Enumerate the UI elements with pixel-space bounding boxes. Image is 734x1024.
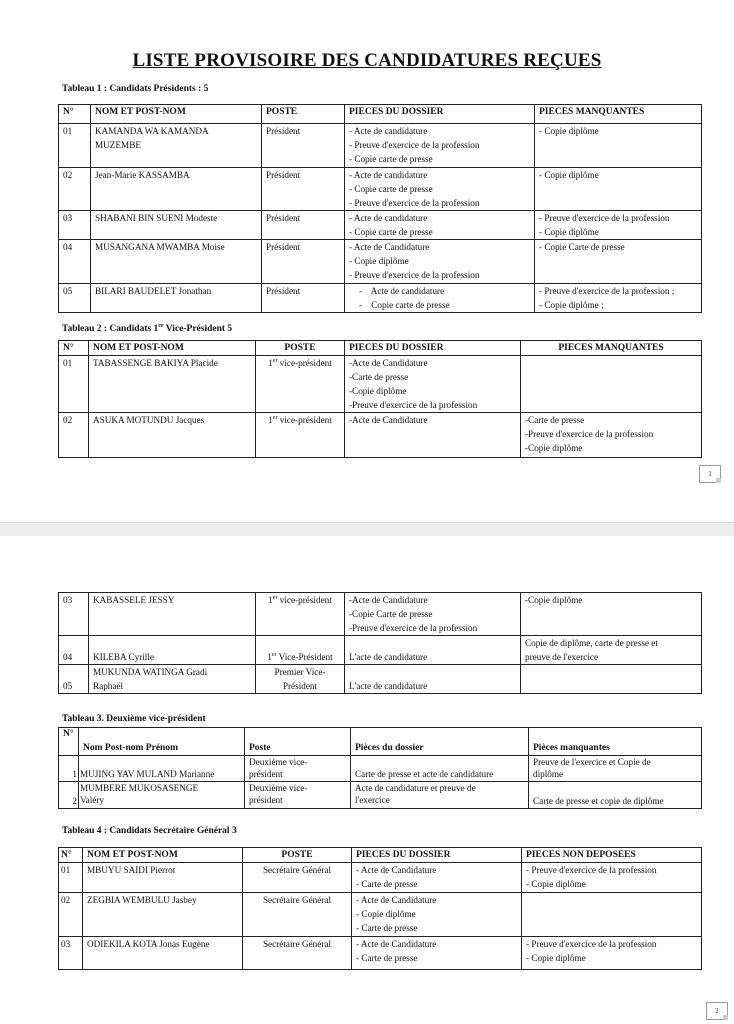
piece-item: - Preuve d'exercice de la profession — [349, 270, 480, 280]
row-pieces — [345, 168, 535, 211]
header-name: NOM ET POST-NOM — [91, 105, 262, 124]
piece-item: -Acte de Candidature — [349, 358, 428, 368]
piece-line: l'exercice — [355, 795, 390, 805]
row-manquantes — [521, 593, 702, 636]
header-num: N° — [59, 341, 89, 356]
row-pieces — [352, 937, 522, 970]
poste-text: vice-président — [277, 415, 332, 425]
row-pieces — [352, 893, 522, 937]
row-poste: Président — [262, 284, 345, 313]
row-manquantes — [529, 756, 702, 782]
row-manquantes — [535, 284, 702, 313]
row-pieces — [345, 284, 535, 313]
row-num: 05 — [59, 284, 91, 313]
header-non-deposees: PIECES NON DEPOSEES — [522, 848, 702, 863]
row-num: 04 — [59, 636, 89, 665]
row-non-deposees — [522, 937, 702, 970]
row-manquantes — [521, 636, 702, 665]
piece-item: - Acte de candidature — [359, 286, 445, 296]
table-header-row — [59, 728, 702, 756]
poste-superscript: er — [272, 594, 278, 601]
document-page-2 — [0, 536, 734, 1024]
missing-item: -Copie diplôme — [525, 443, 583, 453]
table-row — [59, 168, 702, 211]
piece-item: - Copie diplôme — [356, 909, 416, 919]
name-line: MUMBERE MUKOSASENGE — [80, 783, 199, 793]
row-name: TABASSENGE BAKIYA Placide — [89, 356, 256, 413]
row-poste — [256, 636, 345, 665]
row-poste: Secrétaire Général — [243, 863, 352, 893]
missing-item: -Copie diplôme — [525, 595, 583, 605]
name-line: KAMANDA WA KAMANDA — [95, 126, 209, 136]
piece-item: -Copie Carte de presse — [349, 609, 433, 619]
header-pieces: PIECES DU DOSSIER — [345, 105, 535, 124]
poste-text: 1 — [268, 595, 273, 605]
row-num: 03 — [59, 593, 89, 636]
document-title: LISTE PROVISOIRE DES CANDIDATURES REÇUES — [132, 50, 602, 71]
table-first-vice-presidents-part2 — [58, 592, 702, 694]
piece-item: -Acte de Candidature — [349, 595, 428, 605]
table-row — [59, 211, 702, 240]
row-num: 05 — [59, 665, 89, 694]
row-pieces — [345, 593, 521, 636]
row-poste — [256, 593, 345, 636]
table-row — [59, 665, 702, 694]
table-row — [59, 240, 702, 284]
header-num: N° — [59, 728, 79, 756]
missing-item: - Copie Carte de presse — [539, 242, 625, 252]
row-manquantes — [521, 356, 702, 413]
row-poste: Président — [262, 240, 345, 284]
poste-superscript: er — [272, 357, 278, 364]
header-pieces: PIECES DU DOSSIER — [352, 848, 522, 863]
row-manquantes — [535, 124, 702, 168]
poste-line: Deuxième vice- — [249, 757, 308, 767]
missing-item: - Preuve d'exercice de la profession — [539, 213, 670, 223]
header-poste: POSTE — [256, 341, 345, 356]
missing-item: preuve de l'exercice — [525, 652, 599, 662]
poste-text: vice-président — [277, 358, 332, 368]
missing-item: -Carte de presse — [525, 415, 585, 425]
missing-item: -Preuve d'exercice de la profession — [525, 429, 654, 439]
row-pieces — [345, 211, 535, 240]
row-manquantes — [535, 211, 702, 240]
row-name: ASUKA MOTUNDU Jacques — [89, 413, 256, 458]
piece-item: - Acte de candidature — [349, 126, 428, 136]
table-first-vice-presidents-part1 — [58, 340, 702, 458]
row-num: 03 — [59, 211, 91, 240]
piece-item: - Acte de Candidature — [356, 939, 437, 949]
table-4-caption: Tableau 4 : Candidats Secrétaire Général 3 — [62, 826, 237, 836]
row-name: MUSANGANA MWAMBA Moise — [91, 240, 262, 284]
piece-item: - Acte de Candidature — [349, 242, 430, 252]
row-manquantes: Carte de presse et copie de diplôme — [529, 782, 702, 809]
poste-text: vice-président — [277, 595, 332, 605]
header-pieces: Pièces du dossier — [351, 728, 529, 756]
row-num: 1 — [59, 756, 79, 782]
piece-line: Acte de candidature et preuve de — [355, 783, 476, 793]
piece-item: -Preuve d'exercice de la profession — [349, 623, 478, 633]
table-row — [59, 284, 702, 313]
header-name: NOM ET POST-NOM — [83, 848, 243, 863]
name-line: MUZEMBE — [95, 140, 141, 150]
poste-text: 1 — [268, 358, 273, 368]
missing-item: - Preuve d'exercice de la profession ; — [539, 286, 675, 296]
table-1-caption: Tableau 1 : Candidats Présidents : 5 — [62, 84, 209, 94]
missing-item: - Copie diplôme — [526, 879, 586, 889]
table-row — [59, 863, 702, 893]
header-poste: Poste — [245, 728, 351, 756]
row-name: KILEBA Cyrille — [89, 636, 256, 665]
header-pieces: PIECES DU DOSSIER — [345, 341, 521, 356]
table-row — [59, 124, 702, 168]
row-poste: Secrétaire Général — [243, 893, 352, 937]
poste-line: Deuxième vice- — [249, 783, 308, 793]
row-poste — [245, 756, 351, 782]
table-header-row — [59, 341, 702, 356]
table-presidents — [58, 104, 702, 313]
name-line: Valéry — [80, 795, 104, 805]
row-poste — [256, 413, 345, 458]
row-pieces: L'acte de candidature — [345, 636, 521, 665]
table-row — [59, 893, 702, 937]
table-secretaire-general — [58, 847, 702, 970]
table-row — [59, 782, 702, 809]
piece-item: -Copie diplôme — [349, 386, 407, 396]
header-poste: POSTE — [262, 105, 345, 124]
row-pieces — [352, 863, 522, 893]
row-num: 02 — [59, 413, 89, 458]
piece-item: - Preuve d'exercice de la profession — [349, 198, 480, 208]
row-non-deposees — [522, 893, 702, 937]
missing-item: - Copie diplôme — [539, 227, 599, 237]
table-row — [59, 593, 702, 636]
row-manquantes — [535, 240, 702, 284]
row-poste — [256, 665, 345, 694]
poste-line: président — [249, 769, 283, 779]
row-num: 04 — [59, 240, 91, 284]
row-name: MBUYU SAIDI Pierrot — [83, 863, 243, 893]
missing-item: - Copie diplôme — [526, 953, 586, 963]
row-num: 01 — [59, 124, 91, 168]
row-name — [89, 665, 256, 694]
missing-item: - Preuve d'exercice de la profession — [526, 939, 657, 949]
missing-item: - Copie diplôme — [539, 170, 599, 180]
missing-item: - Copie diplôme — [539, 126, 599, 136]
poste-superscript: er — [271, 651, 277, 658]
piece-item: - Copie carte de presse — [349, 184, 433, 194]
row-pieces — [345, 124, 535, 168]
row-name: SHABANI BIN SUENI Modeste — [91, 211, 262, 240]
name-line: MUKUNDA WATINGA Gradi — [93, 667, 208, 677]
row-pieces: Carte de presse et acte de candidature — [351, 756, 529, 782]
table-row — [59, 937, 702, 970]
row-pieces — [345, 356, 521, 413]
table-second-vice-president — [58, 727, 702, 809]
row-manquantes — [521, 665, 702, 694]
row-poste: Président — [262, 168, 345, 211]
piece-item: -Carte de presse — [349, 372, 409, 382]
table-header-row — [59, 105, 702, 124]
poste-text: 1 — [267, 652, 272, 662]
row-num: 01 — [59, 356, 89, 413]
missing-line: diplôme — [533, 769, 564, 779]
header-manquantes: Pièces manquantes — [529, 728, 702, 756]
caption-text: Vice-Président 5 — [163, 324, 233, 334]
table-row — [59, 756, 702, 782]
row-name: KABASSELE JESSY — [89, 593, 256, 636]
page-number-1: 1 — [699, 465, 721, 483]
row-name — [91, 124, 262, 168]
header-manquantes: PIECES MANQUANTES — [521, 341, 702, 356]
row-name: ZEGBIA WEMBULU Jasbey — [83, 893, 243, 937]
piece-item: - Acte de candidature — [349, 170, 428, 180]
row-poste — [256, 356, 345, 413]
caption-text: Tableau 2 : Candidats 1 — [62, 324, 159, 334]
piece-item: - Copie carte de presse — [359, 300, 450, 310]
piece-item: - Preuve d'exercice de la profession — [349, 140, 480, 150]
piece-item: - Carte de presse — [356, 879, 418, 889]
row-num: 03 — [59, 937, 83, 970]
header-name: Nom Post-nom Prénom — [79, 728, 245, 756]
row-num: 02 — [59, 893, 83, 937]
row-name: Jean-Marie KASSAMBA — [91, 168, 262, 211]
header-poste: POSTE — [243, 848, 352, 863]
missing-line: Preuve de l'exercice et Copie de — [533, 757, 651, 767]
row-num: 02 — [59, 168, 91, 211]
piece-item: -Acte de Candidature — [349, 415, 428, 425]
page-number-2: 2 — [706, 1002, 728, 1020]
row-name: ODIEKILA KOTA Jonas Eugène — [83, 937, 243, 970]
piece-item: - Copie carte de presse — [349, 227, 433, 237]
row-poste: Président — [262, 124, 345, 168]
name-line: Raphaël — [93, 681, 124, 691]
row-pieces — [345, 240, 535, 284]
table-header-row — [59, 848, 702, 863]
poste-line: président — [249, 795, 283, 805]
piece-item: - Acte de candidature — [349, 213, 428, 223]
row-poste — [245, 782, 351, 809]
row-num: 2 — [59, 782, 79, 809]
table-3-caption: Tableau 3. Deuxième vice-président — [62, 714, 206, 724]
header-num: N° — [59, 848, 83, 863]
header-name: NOM ET POST-NOM — [89, 341, 256, 356]
table-row — [59, 413, 702, 458]
header-manquantes: PIECES MANQUANTES — [535, 105, 702, 124]
poste-superscript: er — [272, 414, 278, 421]
poste-text: 1 — [268, 415, 273, 425]
piece-item: -Preuve d'exercice de la profession — [349, 400, 478, 410]
missing-item: Copie de diplôme, carte de presse et — [525, 638, 658, 648]
header-num: N° — [59, 105, 91, 124]
row-name: BILARI BAUDELET Jonathan — [91, 284, 262, 313]
row-poste: Secrétaire Général — [243, 937, 352, 970]
piece-item: - Copie diplôme — [349, 256, 409, 266]
piece-item: - Acte de Candidature — [356, 895, 437, 905]
poste-line: Président — [282, 681, 318, 691]
row-num: 01 — [59, 863, 83, 893]
table-row — [59, 636, 702, 665]
row-pieces — [345, 413, 521, 458]
caption-superscript: er — [158, 322, 164, 329]
row-pieces: L'acte de candidature — [345, 665, 521, 694]
missing-item: - Copie diplôme ; — [539, 300, 604, 310]
row-name: MUJING YAV MULAND Marianne — [79, 756, 245, 782]
piece-item: - Acte de Candidature — [356, 865, 437, 875]
piece-item: - Carte de presse — [356, 953, 418, 963]
poste-line: Premier Vice- — [274, 667, 326, 677]
row-pieces — [351, 782, 529, 809]
piece-item: - Copie carte de presse — [349, 154, 433, 164]
row-poste: Président — [262, 211, 345, 240]
poste-text: Vice-Président — [276, 652, 333, 662]
piece-item: - Carte de presse — [356, 923, 418, 933]
row-non-deposees — [522, 863, 702, 893]
table-row — [59, 356, 702, 413]
row-manquantes — [521, 413, 702, 458]
missing-item: - Preuve d'exercice de la profession — [526, 865, 657, 875]
row-name — [79, 782, 245, 809]
table-2-caption — [62, 324, 232, 334]
row-manquantes — [535, 168, 702, 211]
